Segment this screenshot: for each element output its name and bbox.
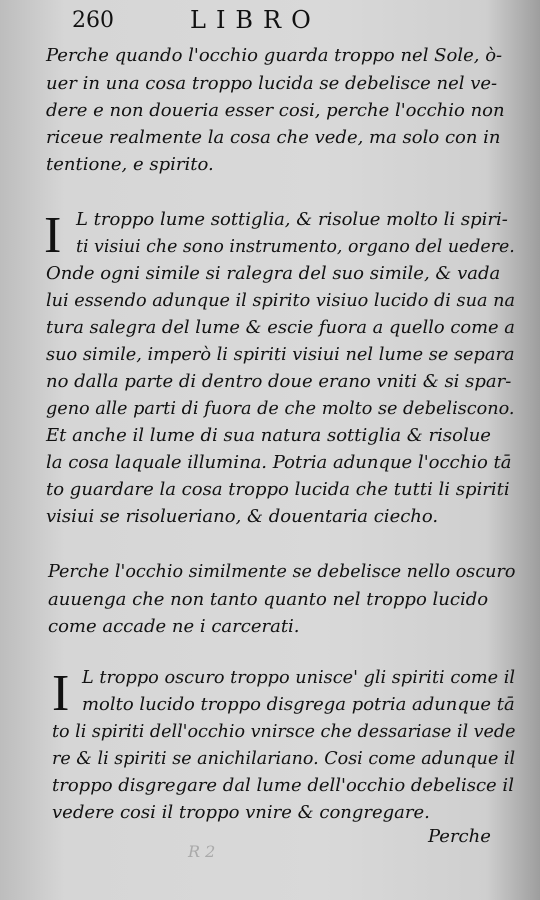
- text-line: no dalla parte di dentro doue erano vniti & si spar-: [46, 371, 512, 392]
- text-line: to li spiriti dell'occhio vnirsce che dessariase il vede: [52, 721, 516, 742]
- drop-cap: I: [52, 665, 70, 722]
- text-line: troppo disgregare dal lume dell'occhio debelisce il: [52, 775, 514, 796]
- text-line: la cosa laquale illumina. Potria adunque l'occhio tā: [46, 452, 512, 473]
- text-line: tentione, e spirito.: [46, 154, 214, 175]
- page-header: [0, 4, 540, 40]
- text-line: Et anche il lume di sua natura sottiglia & risolue: [46, 425, 491, 446]
- text-line: come accade ne i carcerati.: [48, 616, 300, 637]
- catchword: Perche: [428, 826, 491, 847]
- text-line: riceue realmente la cosa che vede, ma solo con in: [46, 127, 501, 148]
- text-line: molto lucido troppo disgrega potria adunque tā: [82, 694, 515, 715]
- text-line: tura salegra del lume & escie fuora a quello come a: [46, 317, 515, 338]
- drop-cap: I: [44, 207, 62, 264]
- text-line: Perche quando l'occhio guarda troppo nel Sole, ò-: [46, 45, 503, 66]
- text-line: re & li spiriti se anichilariano. Cosi come adunque il: [52, 748, 516, 769]
- text-line: dere e non doueria esser cosi, perche l'occhio non: [46, 100, 505, 121]
- signature-mark: R 2: [188, 842, 216, 861]
- text-line: vedere cosi il troppo vnire & congregare.: [52, 802, 430, 823]
- text-line: Onde ogni simile si ralegra del suo simile, & vada: [46, 263, 501, 284]
- text-line: lui essendo adunque il spirito visiuo lucido di sua na: [46, 290, 515, 311]
- running-head: LIBRO: [190, 6, 321, 34]
- text-line: L troppo oscuro troppo unisce' gli spiriti come il: [82, 667, 516, 688]
- text-line: ti visiui che sono instrumento, organo del uedere.: [76, 236, 515, 257]
- text-line: L troppo lume sottiglia, & risolue molto li spiri-: [76, 209, 508, 230]
- text-line: auuenga che non tanto quanto nel troppo lucido: [48, 589, 489, 610]
- text-line: suo simile, imperò li spiriti visiui nel lume se separa: [46, 344, 515, 365]
- text-line: to guardare la cosa troppo lucida che tutti li spiriti: [46, 479, 510, 500]
- text-line: geno alle parti di fuora de che molto se debeliscono.: [46, 398, 515, 419]
- page-number: 260: [72, 8, 114, 33]
- text-line: Perche l'occhio similmente se debelisce nello oscuro: [48, 561, 516, 582]
- text-line: visiui se risolueriano, & douentaria ciecho.: [46, 506, 439, 527]
- text-line: uer in una cosa troppo lucida se debelisce nel ve-: [46, 73, 498, 94]
